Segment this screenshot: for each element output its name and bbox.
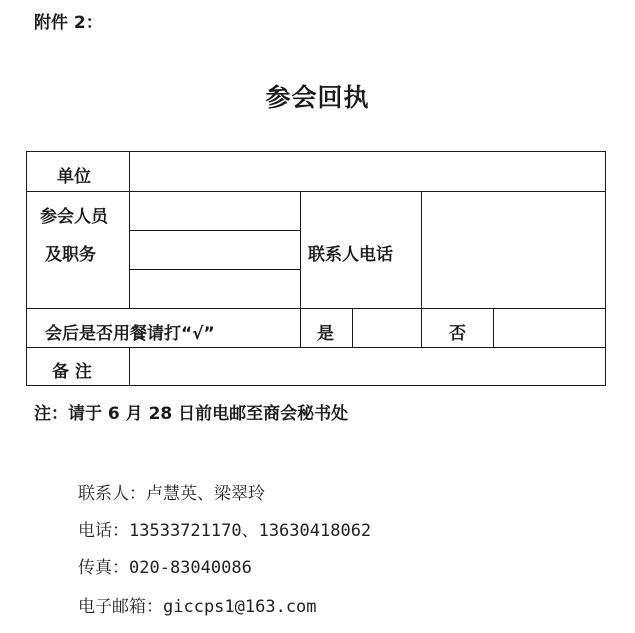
- contact-fax: 传真：020-83040086: [78, 558, 252, 578]
- attendee-label-line2: 及职务: [45, 245, 96, 265]
- meal-yes-label: 是: [317, 324, 334, 344]
- table-row-divider-meal: [26, 347, 606, 348]
- table-row-divider-unit: [26, 191, 606, 192]
- table-border-top: [26, 151, 606, 152]
- attachment-label: 附件 2：: [34, 13, 103, 33]
- table-border-bottom: [26, 385, 606, 386]
- table-no-label-left-edge: [493, 308, 494, 347]
- table-attendee-divider-2: [129, 269, 300, 270]
- table-label-column-divider-top: [129, 151, 130, 308]
- table-row-divider-attendees: [26, 308, 606, 309]
- contact-person: 联系人：卢慧英、梁翠玲: [78, 484, 265, 504]
- table-attendee-divider-1: [129, 230, 300, 231]
- meal-question-label: 会后是否用餐请打“√”: [45, 324, 215, 344]
- contact-email: 电子邮箱：giccps1@163.com: [78, 597, 317, 617]
- deadline-note: 注：请于 6 月 28 日前电邮至商会秘书处: [34, 404, 349, 424]
- table-border-right: [605, 151, 606, 386]
- table-attendee-names-right-edge: [300, 191, 301, 347]
- remarks-label: 备 注: [52, 362, 92, 382]
- attendee-label-line1: 参会人员: [40, 207, 108, 227]
- table-phone-label-right-edge: [421, 191, 422, 347]
- table-border-left: [26, 151, 27, 386]
- contact-phone-label: 联系人电话: [308, 245, 393, 265]
- meal-no-label: 否: [449, 324, 466, 344]
- contact-phone: 电话：13533721170、13630418062: [78, 521, 372, 541]
- table-yes-label-right-edge: [352, 308, 353, 347]
- table-label-column-divider-bottom: [129, 347, 130, 386]
- unit-label: 单位: [57, 167, 91, 187]
- registration-form-table: [26, 151, 606, 386]
- document-title: 参会回执: [265, 83, 370, 112]
